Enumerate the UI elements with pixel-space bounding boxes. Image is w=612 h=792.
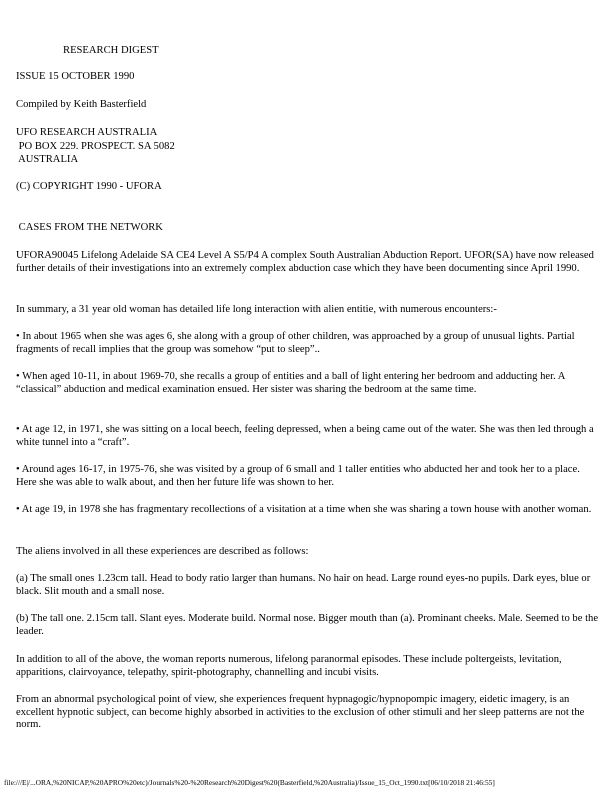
address-line-2: AUSTRALIA [16,154,79,165]
digest-title: RESEARCH DIGEST [63,45,159,56]
compiled-by-line: Compiled by Keith Basterfield [16,99,147,110]
paragraph-encounter-1965: • In about 1965 when she was ages 6, she along with a group of other children, was approached by a group of unusual lights. Partial fragments of recall implies that the group was somehow “put to sleep”.. [16,331,575,355]
paragraph-encounter-1978: • At age 19, in 1978 she has fragmentary recollections of a visitation at a time when she was sharing a town house with another woman. [16,504,592,515]
copyright-line: (C) COPYRIGHT 1990 - UFORA [16,181,162,192]
paragraph-psychological: From an abnormal psychological point of view, she experiences frequent hypnagogic/hypnopompic imagery, eidetic imagery, is an excellent hypnotic subject, can become highly absorbed in activities to the exclusion of other stimuli and her sleep patterns are not the norm. [16,694,585,731]
paragraph-paranormal: In addition to all of the above, the woman reports numerous, lifelong paranormal episodes. These include poltergeists, levitation, apparitions, clairvoyance, telepathy, spirit-photography, channelling and incubi visits. [16,654,562,678]
paragraph-encounter-1975: • Around ages 16-17, in 1975-76, she was visited by a group of 6 small and 1 taller entities who abducted her and took her to a place. Here she was able to walk about, and then her future life was shown to her. [16,464,580,488]
paragraph-aliens-intro: The aliens involved in all these experiences are described as follows: [16,546,309,557]
paragraph-tall-alien: (b) The tall one. 2.15cm tall. Slant eyes. Moderate build. Normal nose. Bigger mouth than (a). Prominant cheeks. Male. Seemed to be the leader. [16,613,599,637]
paragraph-case-intro: UFORA90045 Lifelong Adelaide SA CE4 Level A S5/P4 A complex South Australian Abduction Report. UFOR(SA) have now released further details of their investigations into an extremely complex abduction case which they have been documenting since April 1990. [16,250,594,274]
organization-name: UFO RESEARCH AUSTRALIA [16,127,158,138]
paragraph-small-aliens: (a) The small ones 1.23cm tall. Head to body ratio larger than humans. No hair on head. Large round eyes-no pupils. Dark eyes, blue or black. Slit mouth and a small nose. [16,573,591,597]
paragraph-encounter-1971: • At age 12, in 1971, she was sitting on a local beech, feeling depressed, when a being came out of the water. She was then led through a white tunnel into a “craft”. [16,424,594,448]
address-line-1: PO BOX 229. PROSPECT. SA 5082 [16,141,175,152]
file-path-footer: file:///E|/...ORA,%20NICAP,%20APRO%20etc)/Journals%20-%20Research%20Digest%20(Basterfield,%20Australia)/Issue_15_Oct_1990.txt[06/10/2018 21:46:55] [4,778,495,787]
issue-line: ISSUE 15 OCTOBER 1990 [16,71,135,82]
paragraph-encounter-1969: • When aged 10-11, in about 1969-70, she recalls a group of entities and a ball of light entering her bedroom and adducting her. A “classical” abduction and medical examination ensued. Her sister was sharing the bedroom at the same time. [16,371,565,395]
section-heading: CASES FROM THE NETWORK [16,222,163,233]
paragraph-summary: In summary, a 31 year old woman has detailed life long interaction with alien entitie, with numerous encounters:- [16,304,497,315]
